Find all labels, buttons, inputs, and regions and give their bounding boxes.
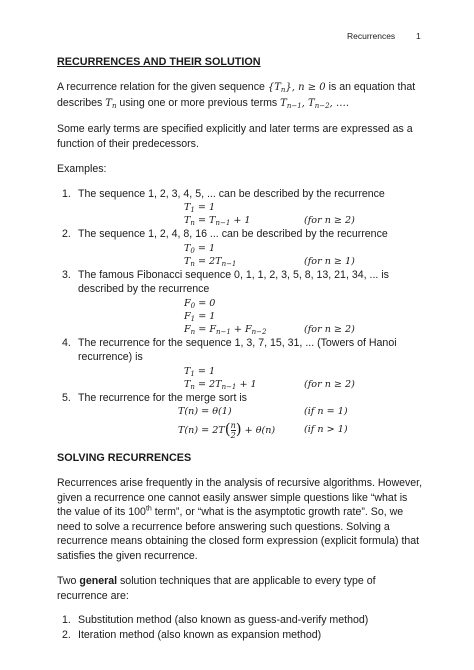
example-text: The sequence 1, 2, 3, 4, 5, ... can be described by the recurrence — [78, 187, 385, 200]
equation: $T_1 = 1$ — [184, 202, 216, 214]
example-item: 5. The recurrence for the merge sort is T(n) = θ(1) (if n = 1) T(n) = 2T( $\frac{n}{2}$ ) + θ(n) (if n > 1) — [57, 391, 425, 442]
method-item: 2. Iteration method (also known as expansion method) — [62, 628, 322, 641]
example-text: The famous Fibonacci sequence 0, 1, 1, 2, 3, 5, 8, 13, 21, 34, ... is described by the recurrence — [78, 268, 389, 295]
equation: $T_1 = 1$ — [184, 365, 216, 378]
equation: $F_n = F_{n-1} + F_{n-2}$ (for n ≥ 2) — [184, 323, 355, 336]
example-text: The recurrence for the sequence 1, 3, 7, 15, 31, ... (Towers of Hanoi recurrence) is — [78, 336, 397, 363]
equation: T(n) = 2T( $\frac{n}{2}$ ) + θ(n) (if n > 1) — [178, 420, 348, 440]
examples-label: Examples: — [57, 163, 107, 175]
equation: $F_0 = 0$ — [184, 297, 216, 310]
example-text: The recurrence for the merge sort is — [78, 391, 247, 404]
examples-list — [57, 187, 425, 442]
example-item: 1. The sequence 1, 2, 3, 4, 5, ... can be described by the recurrence $T_1 = 1$ $T_n = T_{n-1} + 1$ (for n ≥ 2) — [57, 187, 425, 228]
previous-terms-notation: $T_{n-1}$, $T_{n-2}$, …. — [280, 97, 350, 110]
solving-paragraph: Recurrences arise frequently in the analysis of recursive algorithms. However, given a recurrence one cannot easily answer simple questions like “what is the value of its 100th term”, or “what is the asymptotic growth rate”. So, we need to solve a recurrence before answering such questions. Solving a recurrence means obtaining the closed form expression (explicit formula) that satisfies the given recurrence. — [57, 477, 423, 562]
early-terms-paragraph: Some early terms are specified explicitly and later terms are expressed as a function of their predecessors. — [57, 123, 413, 150]
method-item: 1. Substitution method (also known as guess-and-verify method) — [62, 614, 369, 626]
example-item: 3. The famous Fibonacci sequence 0, 1, 1, 2, 3, 5, 8, 13, 21, 34, ... is described by the recurrence $F_0 = 0$ $F_1 = 1$ $F_n = F_{n-1} + F_{n-2}$ (for n ≥ 2) — [57, 268, 425, 336]
bold-general: general — [79, 575, 118, 587]
document-body — [57, 55, 425, 642]
equation: T(n) = θ(1) (if n = 1) — [178, 406, 348, 417]
example-item: 2. The sequence 1, 2, 4, 8, 16 ... can be described by the recurrence $T_0 = 1$ $T_n = 2T_{n-1}$ (for n ≥ 1) — [57, 227, 425, 268]
intro-paragraph: A recurrence relation for the given sequence $\{T_n\}$, n ≥ 0 is an equation that describes $T_n$ using one or more previous terms $T_{n-1}$, $T_{n-2}$, …. — [57, 81, 416, 110]
equation: $T_n = 2T_{n-1}$ (for n ≥ 1) — [184, 255, 355, 268]
example-text: The sequence 1, 2, 4, 8, 16 ... can be described by the recurrence — [78, 228, 388, 240]
sequence-notation: $\{T_n\}$, n ≥ 0 — [267, 82, 326, 94]
example-item: 4. The recurrence for the sequence 1, 3, 7, 15, 31, ... (Towers of Hanoi recurrence) is $T_1 = 1$ $T_n = 2T_{n-1} + 1$ (for n ≥ 2) — [57, 336, 425, 391]
equation: $F_1 = 1$ — [184, 310, 216, 323]
tn-notation: $T_n$ — [105, 97, 117, 110]
equation: $T_n = 2T_{n-1} + 1$ (for n ≥ 2) — [184, 378, 355, 391]
techniques-paragraph: Two general solution techniques that are applicable to every type of recurrence are: — [57, 575, 376, 602]
methods-list — [57, 613, 425, 642]
page-number: 1 — [416, 31, 421, 41]
section-heading-solving: SOLVING RECURRENCES — [57, 452, 192, 464]
section-heading-recurrences: RECURRENCES AND THEIR SOLUTION — [57, 56, 261, 68]
running-title: Recurrences — [347, 31, 396, 41]
equation: $T_0 = 1$ — [184, 242, 216, 255]
equation: $T_n = T_{n-1} + 1$ (for n ≥ 2) — [184, 215, 355, 227]
